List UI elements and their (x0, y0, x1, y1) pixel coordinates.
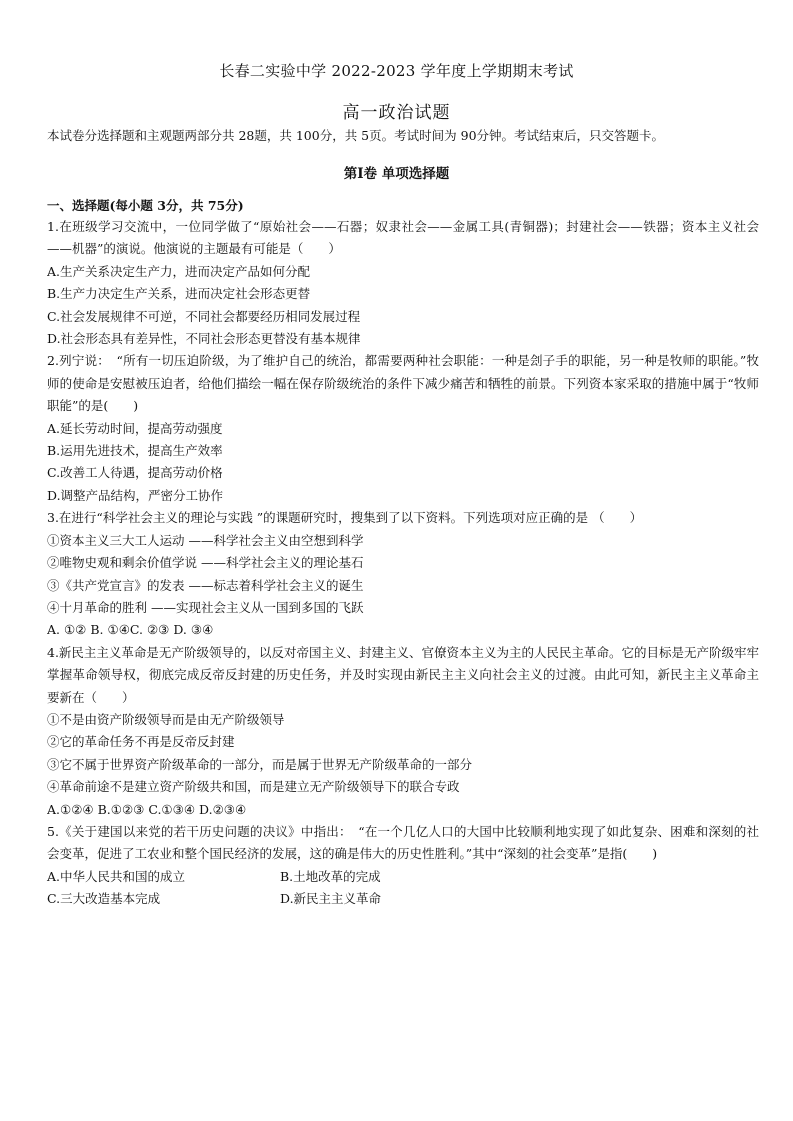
question-5-stem: 5.《关于建国以来党的若干历史问题的决议》中指出： “在一个几亿人口的大国中比较顺利地实现了如此复杂、困难和深刻的社会变革，促进了工农业和整个国民经济的发展，这的确是伟大的历史性胜利。”其中“深刻的社会变革”是指( ) (47, 823, 759, 862)
section-title: 第Ⅰ卷 单项选择题 (343, 166, 450, 182)
question-3 (47, 507, 759, 641)
question-1 (47, 216, 759, 350)
question-2-option-c: C.改善工人待遇，提高劳动价格 (47, 465, 223, 481)
question-3-options: A. ①② B. ①④C. ②③ D. ③④ (47, 622, 214, 638)
question-4-item-3: ③它不属于世界资产阶级革命的一部分，而是属于世界无产阶级革命的一部分 (47, 756, 473, 772)
question-2 (47, 350, 759, 507)
question-3-item-1: ①资本主义三大工人运动 ——科学社会主义由空想到科学 (47, 532, 364, 548)
question-1-stem: 1.在班级学习交流中，一位同学做了“原始社会——石器；奴隶社会——金属工具(青铜器)；封建社会——铁器；资本主义社会——机器”的演说。他演说的主题最有可能是（ ） (47, 219, 759, 257)
question-2-option-b: B.运用先进技术，提高生产效率 (47, 443, 223, 459)
question-5-options-row-1 (47, 866, 759, 888)
part-title: 一、选择题(每小题 3分，共 75分) (47, 198, 244, 213)
question-4 (47, 642, 759, 821)
question-3-stem: 3.在进行“科学社会主义的理论与实践 ”的课题研究时，搜集到了以下资料。下列选项对应正确的是 （ ） (47, 510, 643, 526)
question-5-option-a: A.中华人民共和国的成立 (47, 868, 186, 884)
question-5-option-d: D.新民主主义革命 (280, 891, 382, 907)
exam-title: 长春二实验中学 2022-2023 学年度上学期期末考试 (219, 62, 574, 80)
question-1-option-d: D.社会形态具有差异性，不同社会形态更替没有基本规律 (47, 331, 361, 347)
question-5 (47, 821, 759, 911)
question-5-option-b: B.土地改革的完成 (280, 868, 381, 884)
question-4-item-2: ②它的革命任务不再是反帝反封建 (47, 734, 235, 750)
question-1-option-b: B.生产力决定生产关系，进而决定社会形态更替 (47, 286, 311, 302)
question-2-option-a: A.延长劳动时间，提高劳动强度 (47, 420, 223, 436)
exam-subtitle: 高一政治试题 (342, 103, 451, 123)
exam-instructions: 本试卷分选择题和主观题两部分共 28题，共 100分，共 5页。考试时间为 90分钟。考试结束后，只交答题卡。 (47, 128, 665, 143)
question-3-item-4: ④十月革命的胜利 ——实现社会主义从一国到多国的飞跃 (47, 599, 364, 615)
question-3-item-2: ②唯物史观和剩余价值学说 ——科学社会主义的理论基石 (47, 555, 364, 571)
question-4-options: A.①②④ B.①②③ C.①③④ D.②③④ (47, 801, 247, 817)
question-1-option-a: A.生产关系决定生产力，进而决定产品如何分配 (47, 263, 311, 279)
question-2-stem: 2.列宁说： “所有一切压迫阶级，为了维护自己的统治，都需要两种社会职能：一种是刽子手的职能，另一种是牧师的职能。”牧师的使命是安慰被压迫者，给他们描绘一幅在保存阶级统治的条件下减少痛苦和牺牲的前景。下列资本家采取的措施中属于“牧师职能”的是( ) (47, 353, 759, 414)
question-2-option-d: D.调整产品结构，严密分工协作 (47, 487, 224, 503)
question-4-stem: 4.新民主主义革命是无产阶级领导的，以反对帝国主义、封建主义、官僚资本主义为主的人民民主革命。它的目标是无产阶级牢牢掌握革命领导权，彻底完成反帝反封建的历史任务，并及时实现由新民主主义向社会主义的过渡。由此可知，新民主主义革命主要新在（ ） (47, 644, 759, 705)
questions-area (47, 216, 759, 911)
question-5-options-row-2 (47, 888, 759, 910)
question-3-item-3: ③《共产党宣言》的发表 ——标志着科学社会主义的诞生 (47, 577, 364, 593)
question-4-item-4: ④革命前途不是建立资产阶级共和国，而是建立无产阶级领导下的联合专政 (47, 779, 460, 795)
question-1-option-c: C.社会发展规律不可逆，不同社会都要经历相同发展过程 (47, 308, 361, 324)
question-5-option-c: C.三大改造基本完成 (47, 891, 161, 907)
question-4-item-1: ①不是由资产阶级领导而是由无产阶级领导 (47, 711, 285, 727)
